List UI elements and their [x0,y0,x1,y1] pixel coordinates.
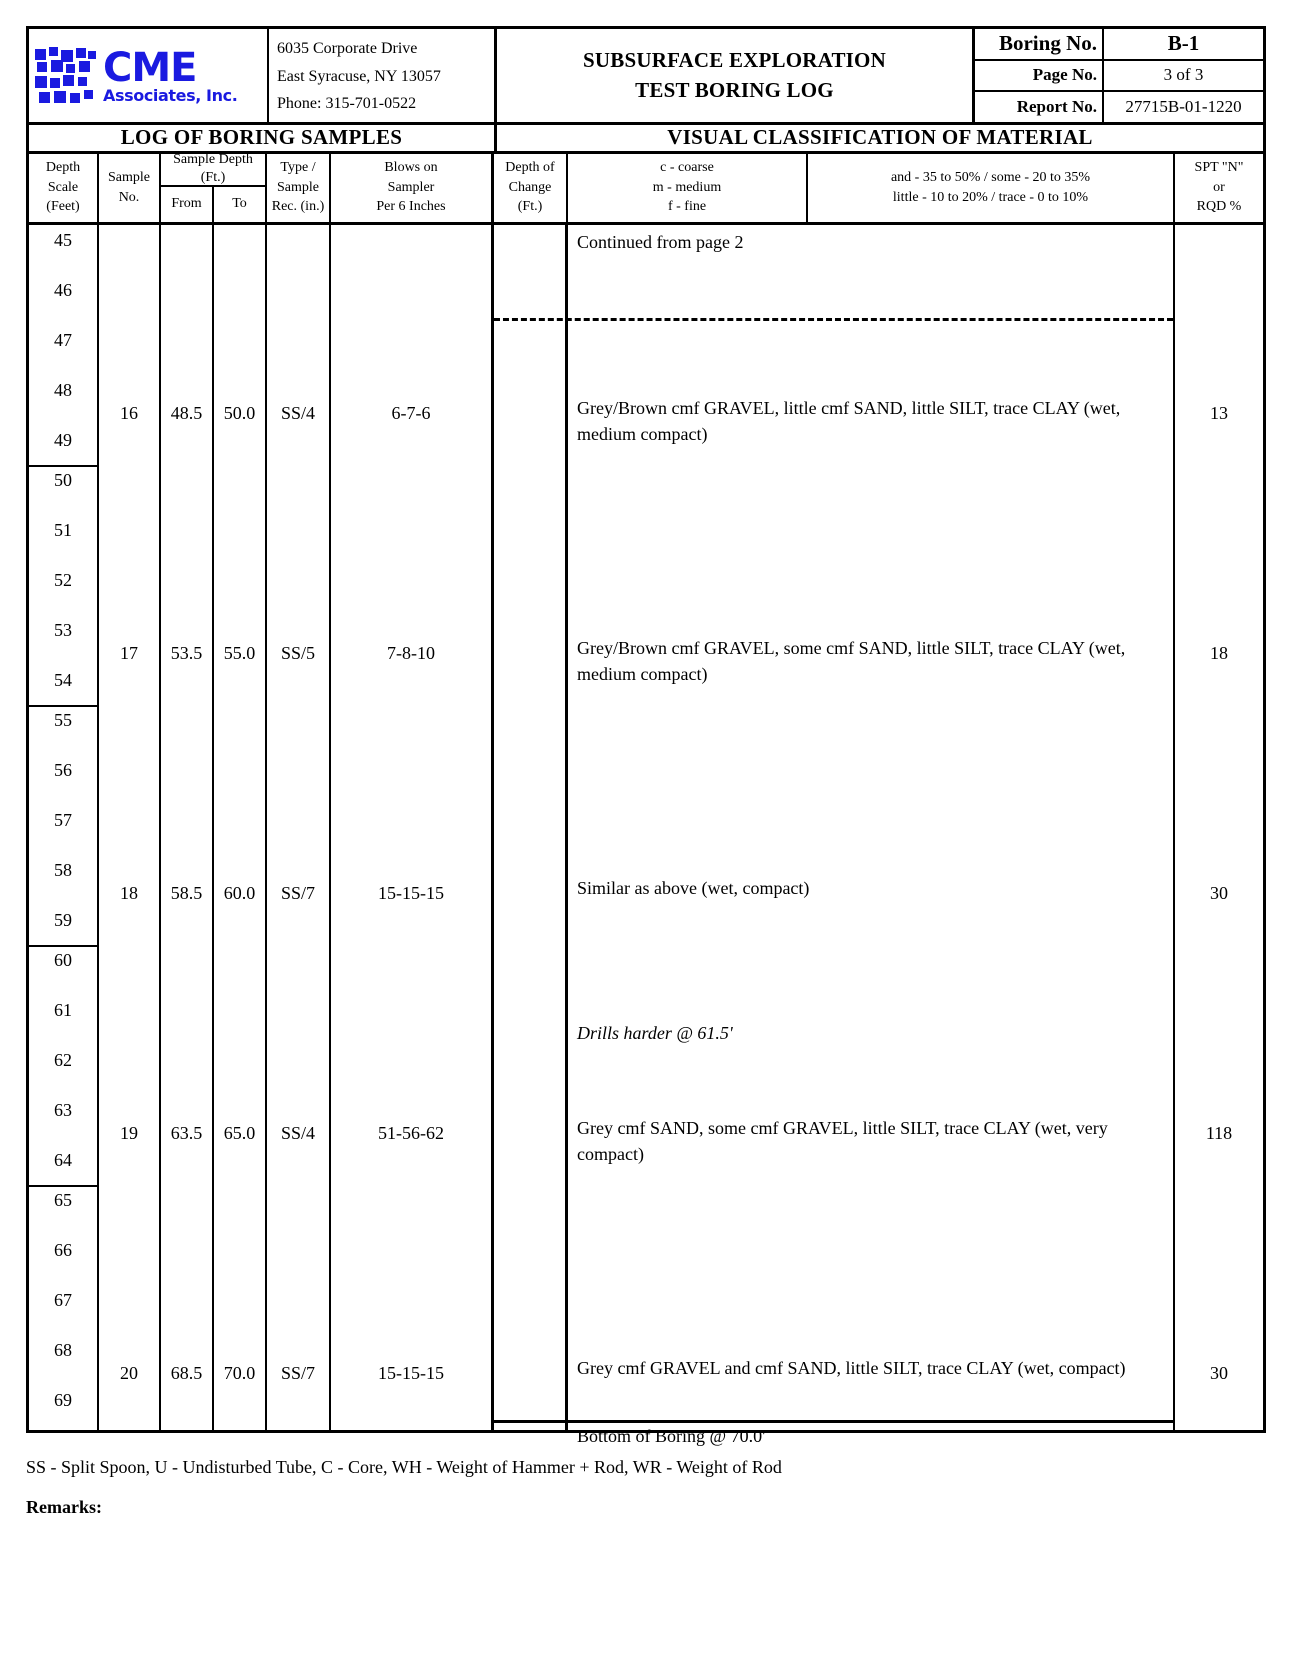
boring-log-page [26,26,1266,1446]
sample-no-cell: 17 [120,642,138,663]
sample-no-cell: 19 [120,1122,138,1143]
depth-tick: 58 [54,859,72,880]
drills-harder-note: Drills harder @ 61.5' [577,1022,733,1043]
report-no-label: Report No. [975,92,1104,122]
spt-cell: 118 [1205,1122,1233,1143]
sample-to-cell: 50.0 [223,402,256,423]
company-name-secondary: Associates, Inc. [103,86,238,106]
section-title-right: VISUAL CLASSIFICATION OF MATERIAL [667,124,1093,149]
sample-type-cell: SS/7 [280,882,316,903]
document-footer [26,1455,1266,1518]
depth-tick: 61 [54,999,72,1020]
column-header-grain-legend: c - coarse m - medium f - fine [568,154,808,222]
stratum-change-line [494,318,1173,321]
blows-cell: 7-8-10 [387,642,435,663]
sample-type-legend: SS - Split Spoon, U - Undisturbed Tube, C - Core, WH - Weight of Hammer + Rod, WR - Weight of Rod [26,1457,782,1477]
document-title [497,29,975,122]
company-name-primary: CME [103,45,197,92]
boring-no-row [975,29,1263,61]
depth-rule [29,1185,97,1187]
depth-tick: 69 [54,1389,72,1410]
boring-log-body [29,225,1263,1446]
depth-tick: 54 [54,669,72,690]
depth-rule [29,705,97,707]
blows-cell: 6-7-6 [391,402,431,423]
sample-type-cell: SS/4 [280,402,316,423]
bottom-of-boring-note: Bottom of Boring @ 70.0' [577,1425,766,1446]
spt-cell: 13 [1210,402,1228,423]
depth-tick: 51 [54,519,72,540]
report-no-value: 27715B-01-1220 [1125,96,1242,116]
cme-blocks-icon [35,47,97,105]
material-description: Grey cmf GRAVEL and cmf SAND, little SILT, trace CLAY (wet, compact) [577,1357,1126,1378]
remarks-label: Remarks: [26,1497,102,1517]
depth-tick: 47 [54,329,72,350]
sample-depth-title: Sample Depth (Ft.) [161,154,265,187]
depth-tick: 46 [54,279,72,300]
blows-column [331,225,494,1430]
depth-tick: 56 [54,759,72,780]
boring-no-label: Boring No. [975,29,1104,59]
depth-tick: 45 [54,229,72,250]
depth-tick: 50 [54,469,72,490]
material-description: Grey/Brown cmf GRAVEL, little cmf SAND, little SILT, trace CLAY (wet, medium compact) [577,397,1121,444]
sample-from-cell: 53.5 [170,642,203,663]
sample-from-cell: 58.5 [170,882,203,903]
column-header-blows: Blows on Sampler Per 6 Inches [331,154,494,222]
address-line-2: East Syracuse, NY 13057 [277,67,441,85]
section-title-bar [29,125,1263,154]
material-description: Grey cmf SAND, some cmf GRAVEL, little SILT, trace CLAY (wet, very compact) [577,1117,1108,1164]
spt-cell: 30 [1210,1362,1228,1383]
column-header-row [29,151,1263,225]
page-no-row [975,61,1263,93]
column-header-sample-no: Sample No. [99,154,161,222]
boring-no-value: B-1 [1167,31,1200,56]
sample-from-cell: 48.5 [170,402,203,423]
spt-column [1175,225,1263,1430]
column-header-depth-scale: Depth Scale (Feet) [29,154,99,222]
depth-of-change-column [494,225,568,1430]
sample-no-cell: 18 [120,882,138,903]
page-no-label: Page No. [975,61,1104,91]
sample-depth-from-column [161,225,214,1430]
sample-type-cell: SS/7 [280,1362,316,1383]
sample-no-cell: 16 [120,402,138,423]
spt-cell: 18 [1210,642,1228,663]
spt-cell: 30 [1210,882,1228,903]
depth-tick: 67 [54,1289,72,1310]
sample-to-cell: 55.0 [223,642,256,663]
blows-cell: 15-15-15 [378,882,444,903]
depth-tick: 63 [54,1099,72,1120]
type-sample-column [267,225,331,1430]
sample-to-cell: 65.0 [223,1122,256,1143]
depth-tick: 68 [54,1339,72,1360]
depth-tick: 55 [54,709,72,730]
depth-tick: 60 [54,949,72,970]
document-title-line-1: SUBSURFACE EXPLORATION [583,47,886,72]
sample-type-cell: SS/5 [280,642,316,663]
depth-tick: 53 [54,619,72,640]
address-line-1: 6035 Corporate Drive [277,40,418,57]
column-header-type-sample: Type / Sample Rec. (in.) [267,154,331,222]
column-header-spt: SPT "N" or RQD % [1194,159,1244,215]
report-no-row [975,92,1263,122]
sample-to-cell: 70.0 [223,1362,256,1383]
depth-tick: 66 [54,1239,72,1260]
material-description: Similar as above (wet, compact) [577,877,810,898]
depth-tick: 62 [54,1049,72,1070]
page-no-value: 3 of 3 [1163,65,1204,85]
sample-no-column [99,225,161,1430]
sample-type-cell: SS/4 [280,1122,316,1143]
depth-tick: 64 [54,1149,72,1170]
sample-from-cell: 68.5 [170,1362,203,1383]
column-header-proportion-legend: and - 35 to 50% / some - 20 to 35% little - 10 to 20% / trace - 0 to 10% [808,154,1175,222]
depth-tick: 52 [54,569,72,590]
blows-cell: 51-56-62 [378,1122,444,1143]
depth-tick: 59 [54,909,72,930]
column-header-depth-of-change: Depth of Change (Ft.) [494,154,568,222]
material-description: Grey/Brown cmf GRAVEL, some cmf SAND, little SILT, trace CLAY (wet, medium compact) [577,637,1126,684]
sample-to-cell: 60.0 [223,882,256,903]
section-title-left: LOG OF BORING SAMPLES [29,125,497,151]
sample-depth-to-column [214,225,267,1430]
depth-tick: 49 [54,429,72,450]
company-address [269,29,497,122]
depth-scale-column [29,225,99,1430]
depth-rule [29,465,97,467]
document-title-line-2: TEST BORING LOG [635,78,834,103]
sample-from-cell: 63.5 [170,1122,203,1143]
boring-log-frame [26,26,1266,1446]
depth-tick: 48 [54,379,72,400]
depth-tick: 65 [54,1189,72,1210]
company-logo-cell [29,29,269,122]
continued-note: Continued from page 2 [577,231,744,252]
boring-identification-block [975,29,1263,122]
document-header [29,29,1263,125]
depth-tick: 57 [54,809,72,830]
column-header-sample-depth [161,151,267,222]
depth-rule [29,945,97,947]
blows-cell: 15-15-15 [378,1362,444,1383]
address-line-3: Phone: 315-701-0522 [277,95,417,113]
column-header-from: From [161,187,214,222]
column-header-to: To [232,196,247,212]
material-description-column [568,225,1175,1446]
sample-no-cell: 20 [120,1362,138,1383]
